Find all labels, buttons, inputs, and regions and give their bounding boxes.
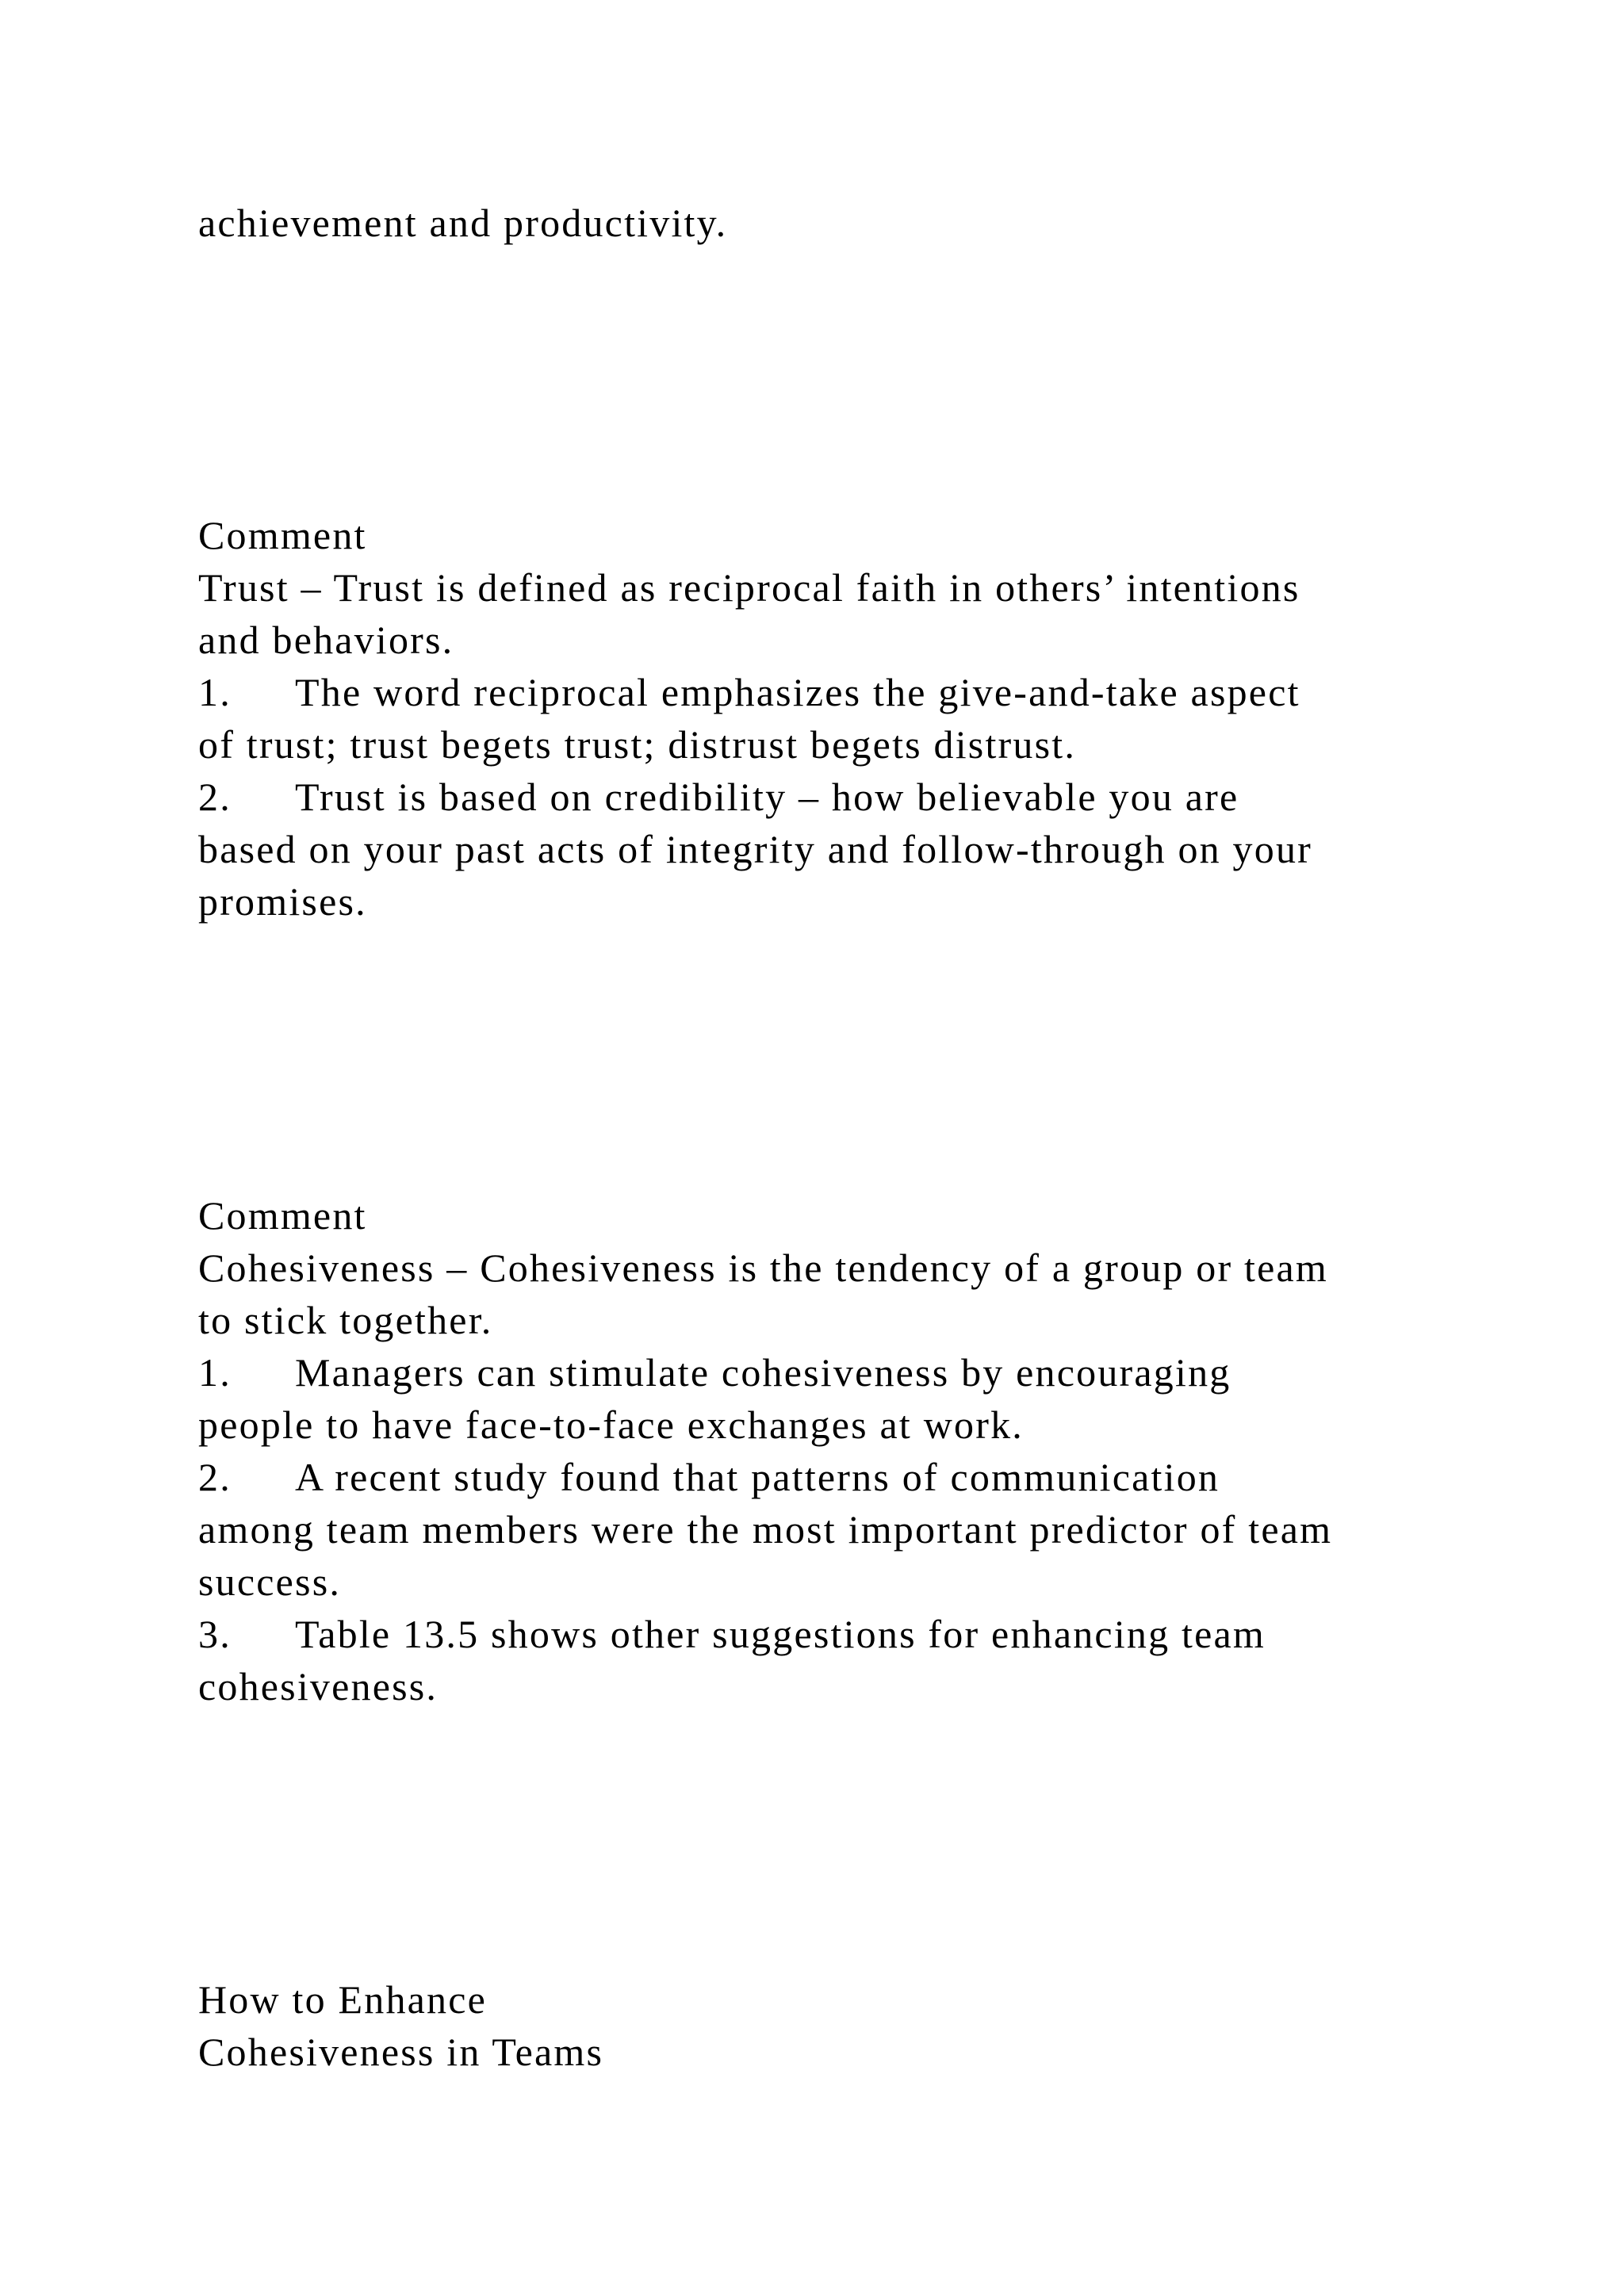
list-item xyxy=(198,666,1300,718)
trust-section-heading: Comment xyxy=(198,513,367,557)
list-item-continuation: cohesiveness. xyxy=(198,1664,439,1709)
list-item-number: 2. xyxy=(198,1455,232,1499)
list-item-number: 1. xyxy=(198,1350,232,1395)
final-heading-line: Cohesiveness in Teams xyxy=(198,2030,604,2074)
list-item-number: 1. xyxy=(198,670,232,714)
list-item-continuation: success. xyxy=(198,1559,342,1604)
list-item-continuation: promises. xyxy=(198,879,367,924)
list-item xyxy=(198,771,1239,823)
list-item-text: A recent study found that patterns of communication xyxy=(295,1455,1220,1499)
trust-definition-line: and behaviors. xyxy=(198,618,454,662)
list-item-continuation: among team members were the most important predictor of team xyxy=(198,1507,1333,1552)
list-item-number: 2. xyxy=(198,775,232,819)
trust-definition-line: Trust – Trust is defined as reciprocal faith in others’ intentions xyxy=(198,565,1300,610)
list-item-number: 3. xyxy=(198,1612,232,1656)
cohesiveness-definition-line: Cohesiveness – Cohesiveness is the tendency of a group or team xyxy=(198,1246,1328,1290)
list-item xyxy=(198,1608,1266,1660)
list-item-text: Table 13.5 shows other suggestions for enhancing team xyxy=(295,1612,1266,1656)
final-heading-line: How to Enhance xyxy=(198,1977,488,2022)
list-item-continuation: people to have face-to-face exchanges at work. xyxy=(198,1402,1024,1447)
list-item-continuation: based on your past acts of integrity and follow-through on your xyxy=(198,827,1313,871)
list-item-continuation: of trust; trust begets trust; distrust begets distrust. xyxy=(198,722,1077,767)
cohesiveness-section-heading: Comment xyxy=(198,1193,367,1238)
list-item-text: Managers can stimulate cohesiveness by encouraging xyxy=(295,1350,1231,1395)
list-item xyxy=(198,1451,1220,1503)
list-item-text: Trust is based on credibility – how believable you are xyxy=(295,775,1239,819)
list-item-text: The word reciprocal emphasizes the give-and-take aspect xyxy=(295,670,1300,714)
intro-line: achievement and productivity. xyxy=(198,201,728,245)
cohesiveness-definition-line: to stick together. xyxy=(198,1298,493,1342)
list-item xyxy=(198,1346,1231,1399)
